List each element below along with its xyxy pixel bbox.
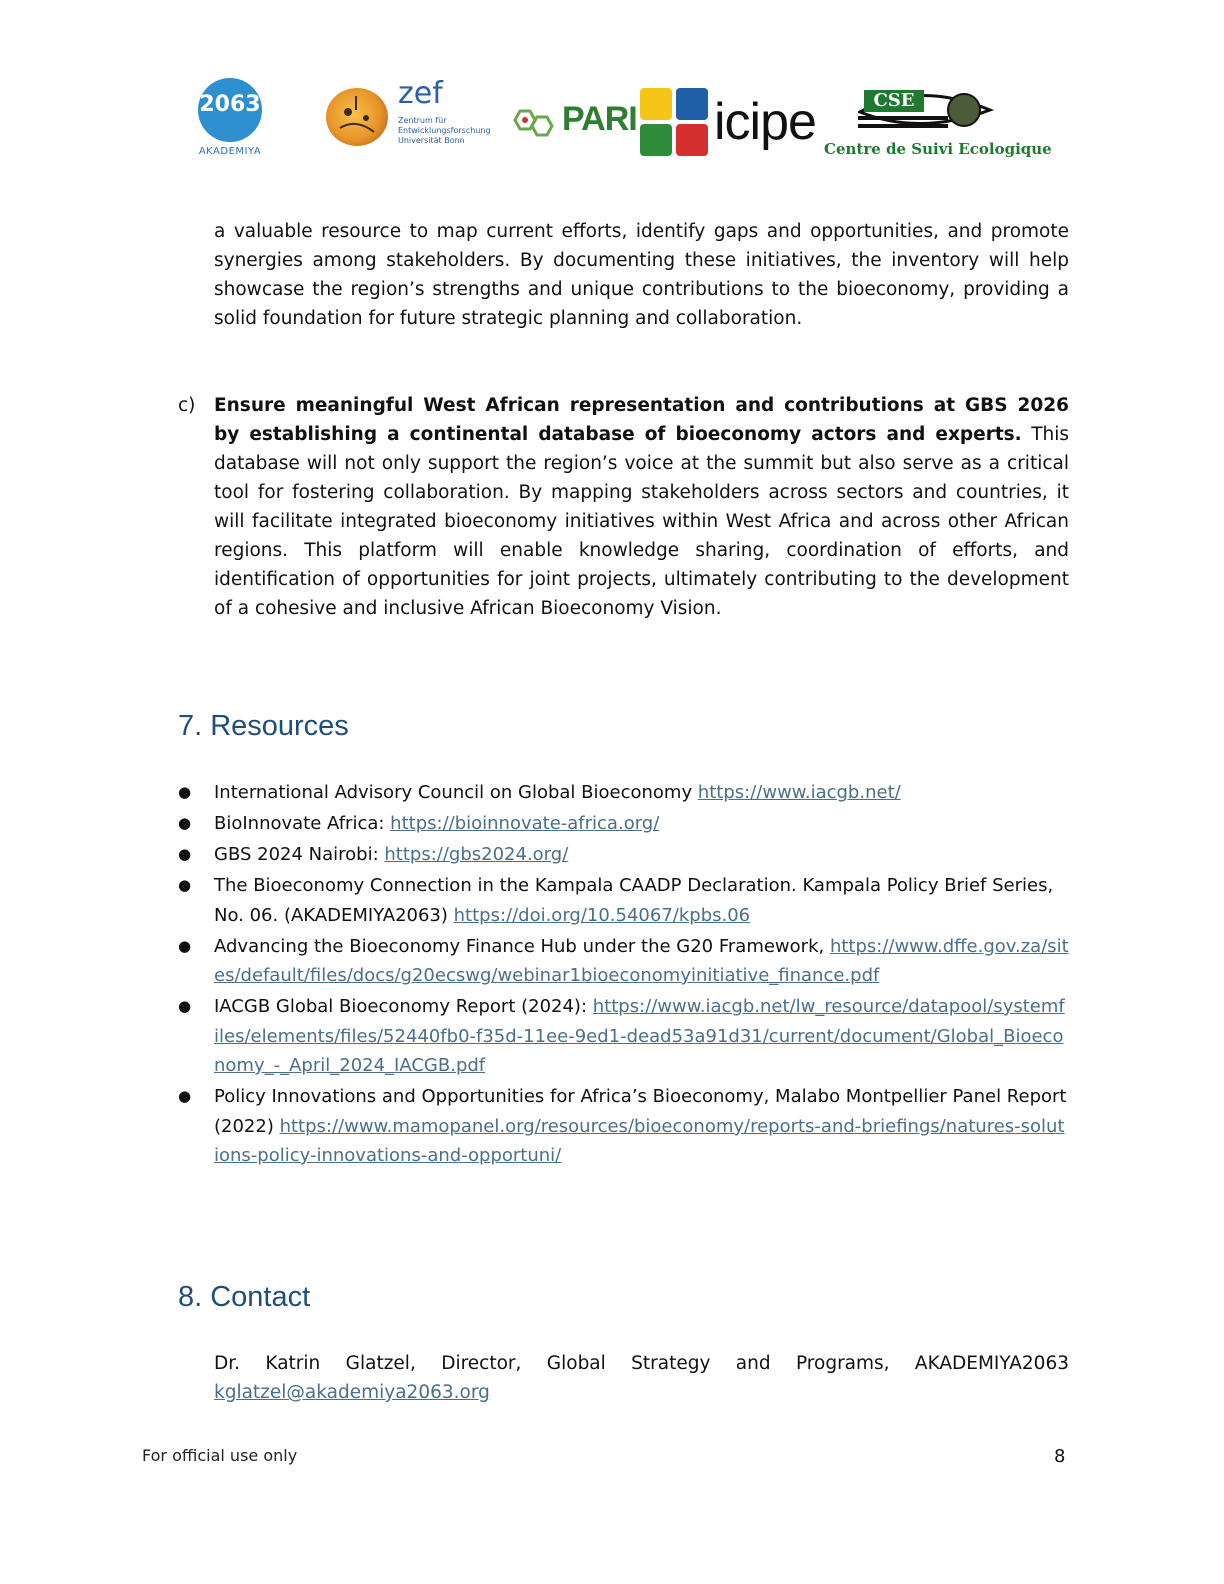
resource-text: GBS 2024 Nairobi: <box>214 844 385 865</box>
pari-hexagon-icon <box>512 108 558 138</box>
resources-list <box>0 778 1224 1172</box>
list-item <box>0 809 1069 839</box>
resource-link[interactable]: https://bioinnovate-africa.org/ <box>390 813 660 834</box>
item-c-marker: c) <box>178 395 196 416</box>
contact-number: 8. <box>178 1281 203 1313</box>
zef-subtitle-line-1: Zentrum für <box>398 116 447 125</box>
bullet-icon: ● <box>178 1087 192 1105</box>
list-item <box>0 778 1069 808</box>
resource-link[interactable]: https://www.iacgb.net/ <box>697 782 901 803</box>
bullet-icon: ● <box>178 845 192 863</box>
resource-link[interactable]: https://www.iacgb.net/lw_resource/datapool/systemfiles/elements/files/52440fb0-f35d-11ee-9ed1-dead53a91d31/current/document/Global_Bioeconomy_-_April_2024_IACGB.pdf <box>214 996 1065 1076</box>
resources-number: 7. <box>178 710 203 742</box>
zef-subtitle <box>398 116 508 146</box>
cse-abbr: CSE <box>864 90 924 112</box>
pari-wordmark: PARI <box>562 100 637 138</box>
resource-text: Advancing the Bioeconomy Finance Hub under the G20 Framework, <box>214 935 830 957</box>
akademiya-logo <box>192 78 268 162</box>
footer-classification: For official use only <box>142 1446 298 1465</box>
resource-link[interactable]: https://www.dffe.gov.za/sites/default/files/docs/g20ecswg/webinar1bioeconomyinitiative_finance.pdf <box>214 935 1069 986</box>
page-number: 8 <box>1054 1446 1066 1467</box>
contact-title: Contact <box>210 1281 311 1313</box>
list-item <box>0 871 1069 930</box>
contact-line: Dr. Katrin Glatzel, Director, Global Strategy and Programs, AKADEMIYA2063 <box>214 1353 1069 1374</box>
contact-email-container <box>214 1378 490 1407</box>
contact-heading <box>178 1281 310 1314</box>
resource-link[interactable]: https://gbs2024.org/ <box>384 844 569 865</box>
zef-emblem-icon <box>326 88 388 146</box>
bullet-icon: ● <box>178 997 192 1015</box>
list-item <box>0 840 1069 870</box>
resource-text: Policy Innovations and Opportunities for Africa’s Bioeconomy, Malabo Montpellier Panel Report (2022) <box>214 1086 1067 1137</box>
header-logos <box>0 0 1224 180</box>
item-c-bold: Ensure meaningful West African representation and contributions at GBS 2026 by establishing a continental database of bioeconomy actors and experts. <box>214 395 1069 445</box>
bullet-icon: ● <box>178 936 192 955</box>
list-item <box>0 932 1069 991</box>
item-c-text: This database will not only support the region’s voice at the summit but also serve as a critical tool for fostering collaboration. By mapping stakeholders across sectors and countries, it will facilitate integrated bioeconomy initiatives within West Africa and across other African regions. This platform will enable knowledge sharing, coordination of efforts, and identification of opportunities for joint projects, ultimately contributing to the development of a cohesive and inclusive African Bioeconomy Vision. <box>214 424 1069 619</box>
resource-link[interactable]: https://www.mamopanel.org/resources/bioeconomy/reports-and-briefings/natures-solutions-policy-innovations-and-opportuni/ <box>214 1115 1065 1166</box>
cse-name: Centre de Suivi Ecologique <box>824 140 1052 158</box>
zef-logo <box>326 76 496 154</box>
zef-wordmark: zef <box>398 76 443 111</box>
akademiya-label: AKADEMIYA <box>198 146 262 157</box>
icipe-logo <box>640 88 826 162</box>
akademiya-number: 2063 <box>199 92 261 117</box>
resource-text: International Advisory Council on Global Bioeconomy <box>214 782 698 803</box>
bullet-icon: ● <box>178 876 192 894</box>
icipe-wordmark: icipe <box>714 93 816 151</box>
resource-link[interactable]: https://doi.org/10.54067/kpbs.06 <box>453 904 751 926</box>
resources-title: Resources <box>210 710 349 742</box>
intro-paragraph: a valuable resource to map current efforts, identify gaps and opportunities, and promote synergies among stakeholders. By documenting these initiatives, the inventory will help showcase the region’s strengths and unique contributions to the bioeconomy, providing a solid foundation for future strategic planning and collaboration. <box>214 221 1069 329</box>
item-c-paragraph <box>214 391 1069 623</box>
zef-subtitle-line-3: Universität Bonn <box>398 136 465 145</box>
pari-logo <box>512 100 637 146</box>
list-item <box>0 1082 1069 1171</box>
list-item <box>0 992 1069 1081</box>
resource-text: BioInnovate Africa: <box>214 813 391 834</box>
resource-text: IACGB Global Bioeconomy Report (2024): <box>214 996 593 1017</box>
contact-email-link[interactable]: kglatzel@akademiya2063.org <box>214 1382 490 1403</box>
bullet-icon: ● <box>178 783 192 801</box>
icipe-tiles-icon <box>640 88 710 158</box>
resources-heading <box>178 710 349 743</box>
resource-text: The Bioeconomy Connection in the Kampala CAADP Declaration. Kampala Policy Brief Series, No. 06. (AKADEMIYA2063) <box>214 875 1054 926</box>
bullet-icon: ● <box>178 814 192 832</box>
zef-subtitle-line-2: Entwicklungsforschung <box>398 126 491 135</box>
cse-logo <box>824 84 1052 164</box>
